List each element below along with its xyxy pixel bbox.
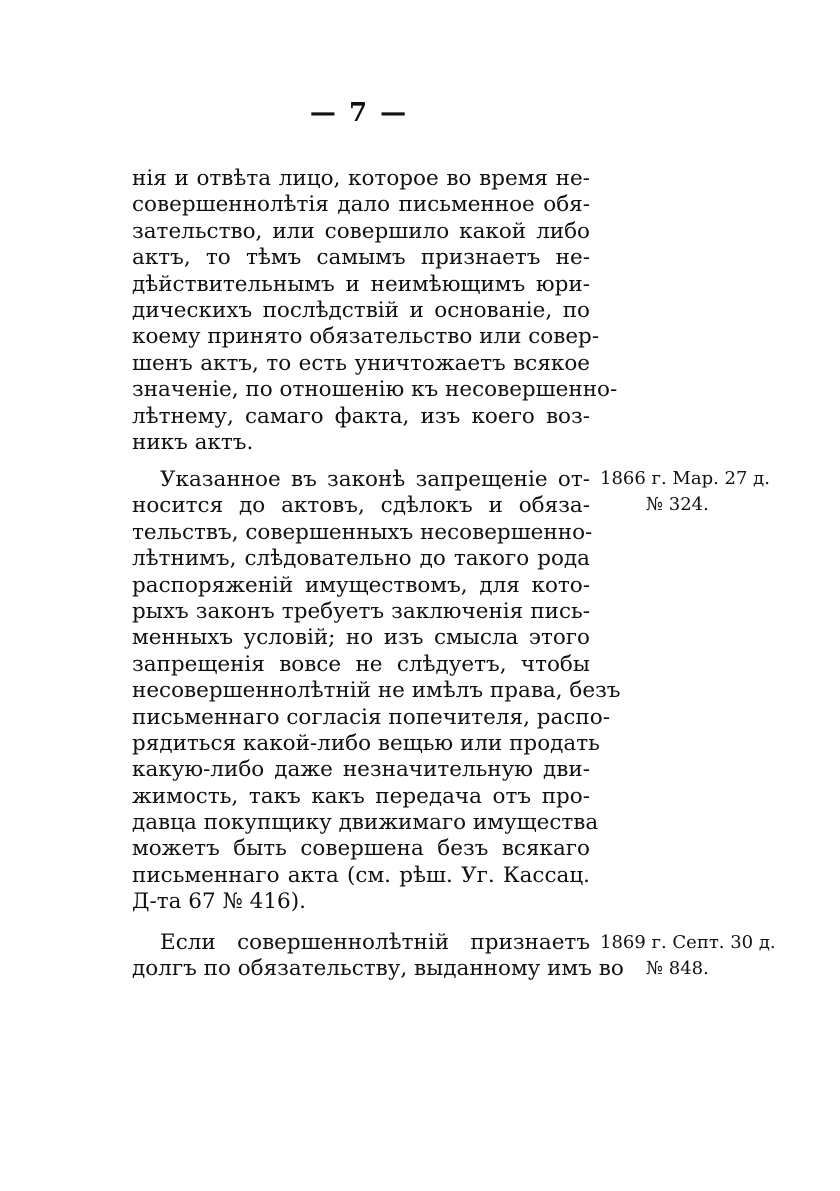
margin-note-date: 1869 г. Септ. 30 д. [600,932,776,953]
text-line: совершеннолѣтія дало письменное обя- [132,192,590,218]
page-number: — 7 — [309,98,409,128]
text-line: несовершеннолѣтній не имѣлъ права, безъ [132,678,621,704]
text-line: менныхъ условій; но изъ смысла этого [132,625,590,651]
text-line: актъ, то тѣмъ самымъ признаетъ не- [132,245,590,271]
margin-note-number: № 324. [646,494,709,515]
text-line: коему принято обязательство или совер- [132,324,600,350]
text-line: носится до актовъ, сдѣлокъ и обяза- [132,493,590,519]
text-line: какую-либо даже незначительную дви- [132,757,590,783]
margin-note-1 [600,466,770,518]
text-line: рядиться какой-либо вещью или продать [132,730,600,756]
text-line: письменнаго акта (см. рѣш. Уг. Кассац. [132,862,590,888]
text-line: зательство, или совершило какой либо [132,218,590,244]
text-line: дѣйствительнымъ и неимѣющимъ юри- [132,271,590,297]
paragraph-1 [132,166,618,456]
text-line: шенъ актъ, то есть уничтожаетъ всякое [132,350,590,376]
text-line: лѣтнему, самаго факта, изъ коего воз- [132,403,590,429]
text-line: Если совершеннолѣтній признаетъ [160,930,590,955]
text-line: нія и отвѣта лицо, которое во время не- [132,166,590,191]
text-line: письменнаго согласія попечителя, распо- [132,704,610,730]
text-line: жимость, такъ какъ передача отъ про- [132,783,590,809]
margin-note-date: 1866 г. Мар. 27 д. [600,468,770,489]
text-line: значеніе, по отношенію къ несовершенно- [132,377,618,403]
text-line: давца покупщику движимаго имущества [132,810,599,836]
text-line: дическихъ послѣдствій и основаніе, по [132,297,590,323]
margin-note-number: № 848. [646,958,709,979]
text-line: Указанное въ законѣ запрещеніе от- [160,467,590,492]
margin-note-2 [600,930,776,982]
text-line: можетъ быть совершена безъ всякаго [132,836,590,862]
text-line: никъ актъ. [132,429,254,455]
text-line: запрещенія вовсе не слѣдуетъ, чтобы [132,651,590,677]
text-line: распоряженій имуществомъ, для кото- [132,572,590,598]
text-line: лѣтнимъ, слѣдовательно до такого рода [132,546,590,572]
text-line: долгъ по обязательству, выданному имъ во [132,956,624,982]
text-line: рыхъ законъ требуетъ заключенія пись- [132,598,590,624]
text-line: Д-та 67 № 416). [132,889,306,915]
paragraph-3 [132,930,624,983]
paragraph-2 [132,467,621,916]
text-line: тельствъ, совершенныхъ несовершенно- [132,519,593,545]
